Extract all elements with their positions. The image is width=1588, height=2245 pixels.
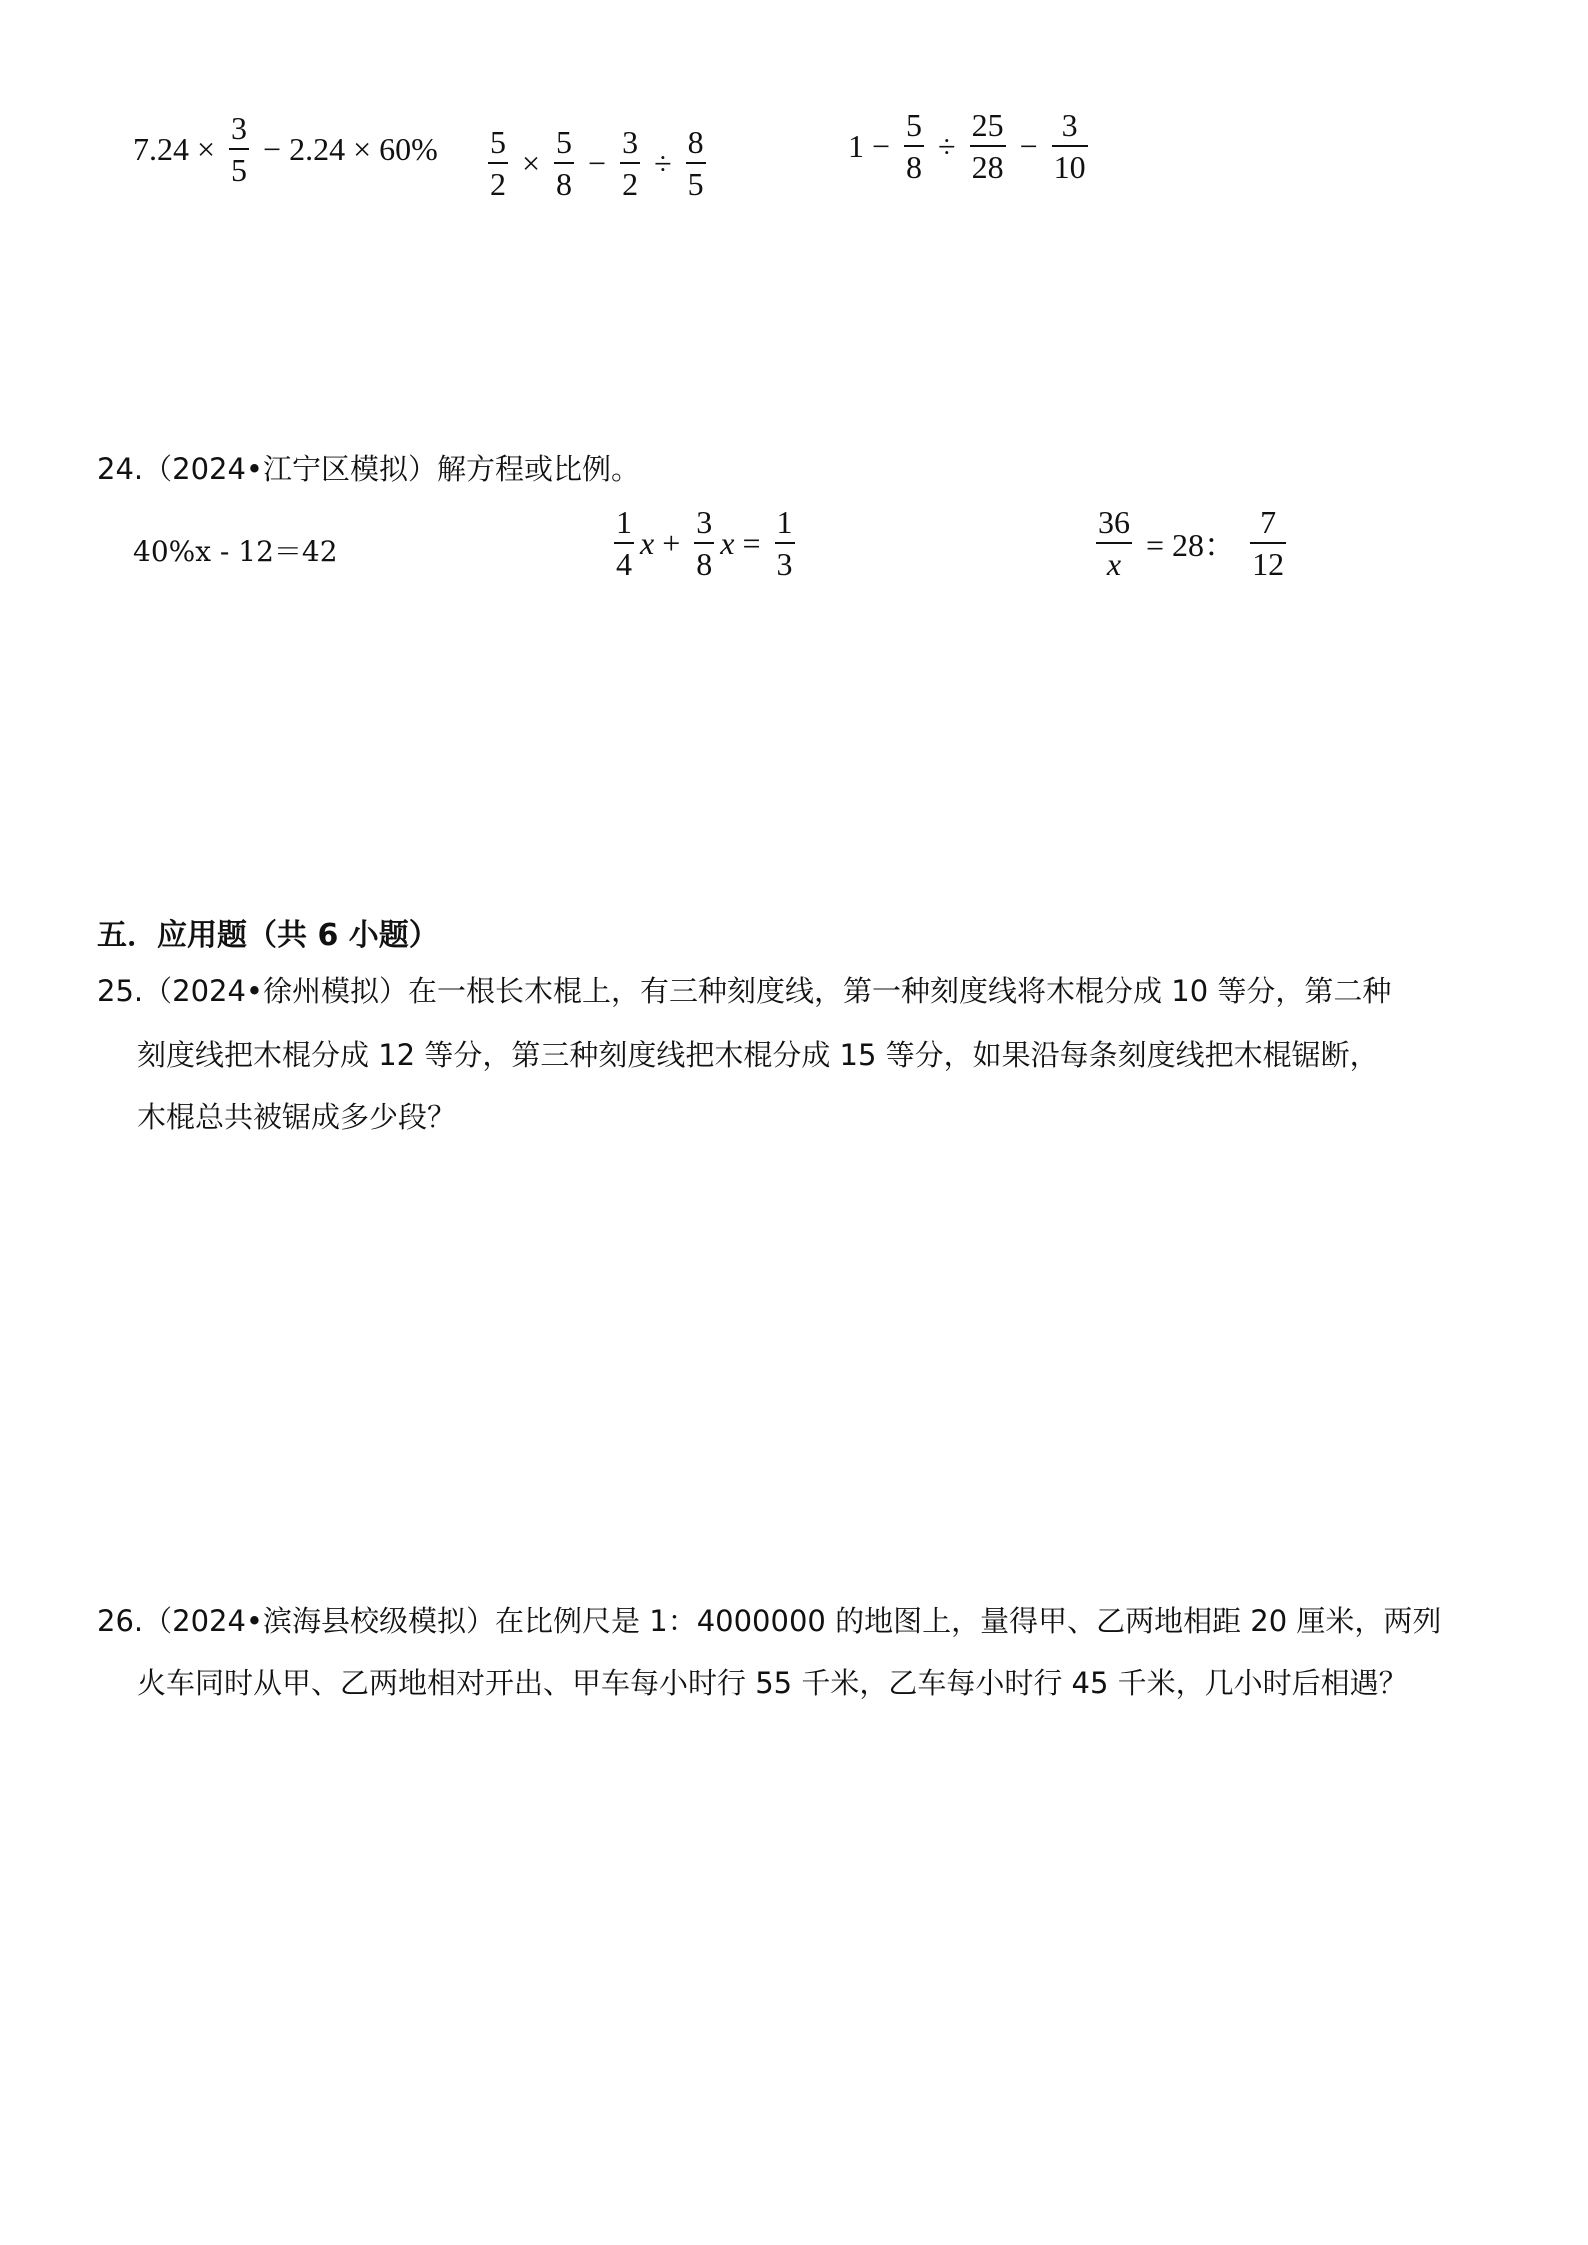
number: 7.24 <box>133 130 189 167</box>
expression-1 <box>133 108 438 190</box>
expression-2 <box>482 122 712 204</box>
minus-sign: − <box>588 144 607 181</box>
divide-sign: ÷ <box>654 144 672 181</box>
question-25-line-3: 木棍总共被锯成多少段？ <box>137 1100 457 1134</box>
minus-sign: − <box>872 127 891 164</box>
divide-sign: ÷ <box>938 127 956 164</box>
equation-2 <box>608 502 801 584</box>
question-25-line-1: 25.（2024•徐州模拟）在一根长木棍上，有三种刻度线，第一种刻度线将木棍分成 10 等分，第二种 <box>97 974 1392 1008</box>
equation-3 <box>1090 502 1292 584</box>
equation-1: 40%x - 12＝42 <box>133 535 338 568</box>
fraction: $\frac{1}{4}$ <box>616 504 632 582</box>
fraction: $\frac{3}{10}$ <box>1053 107 1086 185</box>
fraction: $\frac{1}{3}$ <box>776 504 793 582</box>
variable: x <box>640 524 655 561</box>
question-26-line-2: 火车同时从甲、乙两地相对开出、甲车每小时行 55 千米，乙车每小时行 45 千米，几小时后相遇？ <box>137 1666 1408 1700</box>
fraction: $\frac{8}{5}$ <box>687 124 704 202</box>
fraction: $\frac{5}{8}$ <box>556 124 573 202</box>
question-24-title: 24.（2024•江宁区模拟）解方程或比例。 <box>97 452 641 486</box>
section-heading: 五．应用题（共 6 小题） <box>97 918 439 953</box>
percent: 60% <box>379 130 438 167</box>
fraction: $\frac{36}{x}$ <box>1098 504 1130 582</box>
fraction: $\frac{3}{2}$ <box>622 124 639 202</box>
expression-3 <box>848 105 1094 187</box>
times-sign: × <box>197 130 216 167</box>
fraction: $\frac{3}{8}$ <box>696 504 713 582</box>
question-26-line-1: 26.（2024•滨海县校级模拟）在比例尺是 1：4000000 的地图上，量得甲、乙两地相距 20 厘米，两列 <box>97 1604 1442 1638</box>
variable: x <box>720 524 735 561</box>
fraction: $\frac{7}{12}$ <box>1252 504 1285 582</box>
ratio-middle: = 28： <box>1146 527 1237 563</box>
fraction: $\frac{25}{28}$ <box>971 107 1004 185</box>
minus-sign: − <box>263 130 282 167</box>
times-sign: × <box>522 144 541 181</box>
question-25-line-2: 刻度线把木棍分成 12 等分，第三种刻度线把木棍分成 15 等分，如果沿每条刻度线把木棍锯断， <box>137 1038 1379 1072</box>
number: 2.24 <box>289 130 346 167</box>
fraction: $\frac{3}{5}$ <box>231 110 248 188</box>
number: 1 <box>848 127 864 164</box>
minus-sign: − <box>1019 127 1038 164</box>
fraction: $\frac{5}{2}$ <box>490 124 506 202</box>
equals-sign: = <box>742 524 761 561</box>
fraction: $\frac{5}{8}$ <box>906 107 923 185</box>
plus-sign: + <box>662 524 681 561</box>
times-sign: × <box>353 130 372 167</box>
